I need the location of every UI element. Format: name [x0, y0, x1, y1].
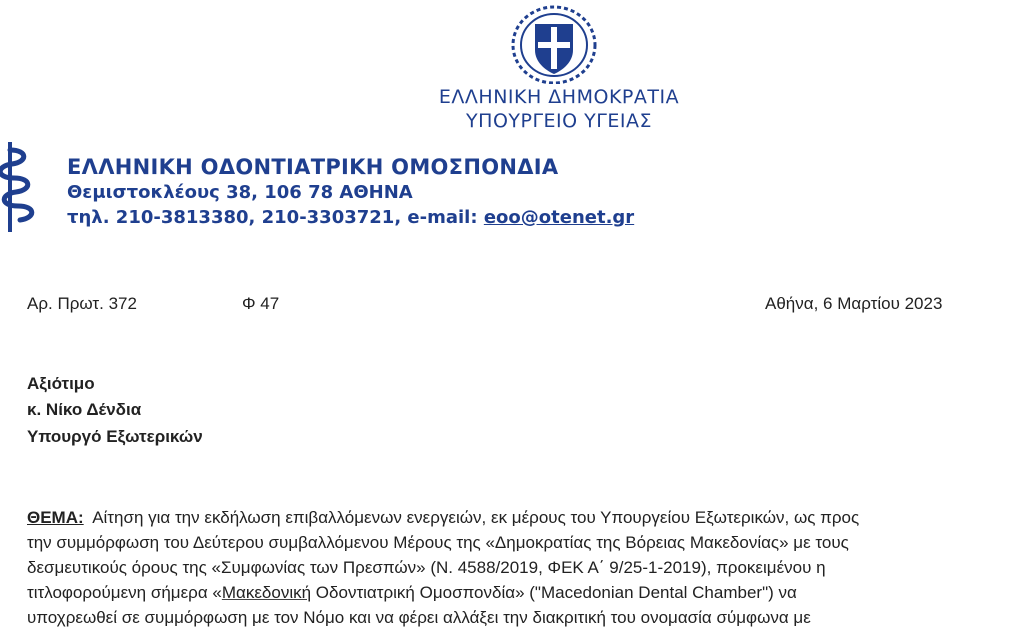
rod-of-asclepius-icon — [0, 140, 42, 234]
ministry-heading: ΥΠΟΥΡΓΕΙΟ ΥΓΕΙΑΣ — [466, 110, 652, 132]
subject-text-5: υποχρεωθεί σε συμμόρφωση με τον Νόμο και να φέρει αλλάξει την διακριτική του ονομασία σύμφωνα με — [27, 608, 811, 627]
file-code: Φ 47 — [242, 294, 280, 313]
recipient-title: Υπουργό Εξωτερικών — [27, 427, 203, 446]
subject-text-2: την συμμόρφωση του Δεύτερου συμβαλλόμενου Μέρους της «Δημοκρατίας της Βόρειας Μακεδονίας» με τους — [27, 533, 849, 552]
greek-state-seal-icon — [511, 4, 597, 84]
subject-text-4a: τιτλοφορούμενη σήμερα « — [27, 583, 222, 602]
subject-line-4 — [27, 580, 1017, 605]
organization-name: ΕΛΛΗΝΙΚΗ ΟΔΟΝΤΙΑΤΡΙΚΗ ΟΜΟΣΠΟΝΔΙΑ — [67, 155, 559, 179]
letter-date: Αθήνα, 6 Μαρτίου 2023 — [765, 294, 943, 313]
subject-paragraph — [27, 505, 1017, 630]
recipient-salutation: Αξιότιμο — [27, 374, 95, 393]
subject-label: ΘΕΜΑ: — [27, 508, 84, 527]
subject-text-3: δεσμευτικούς όρους της «Συμφωνίας των Πρεσπών» (Ν. 4588/2019, ΦΕΚ Α΄ 9/25-1-2019), προκειμένου η — [27, 558, 826, 577]
subject-text-1: Αίτηση για την εκδήλωση επιβαλλόμενων ενεργειών, εκ μέρους του Υπουργείου Εξωτερικών, ως προς — [92, 508, 860, 527]
recipient-name: κ. Νίκο Δένδια — [27, 400, 142, 419]
email-link[interactable]: eoo@otenet.gr — [483, 207, 635, 228]
subject-text-4b: Οδοντιατρική Ομοσπονδία» ("Macedonian Dental Chamber") να — [311, 583, 797, 602]
government-heading: ΕΛΛΗΝΙΚΗ ΔΗΜΟΚΡΑΤΙΑ — [438, 86, 680, 108]
organization-address: Θεμιστοκλέους 38, 106 78 ΑΘΗΝΑ — [67, 182, 413, 203]
protocol-number: Αρ. Πρωτ. 372 — [27, 294, 137, 313]
organization-contact — [67, 207, 634, 228]
subject-line — [27, 505, 1017, 530]
subject-text-4-marked: Μακεδονική — [221, 583, 312, 602]
phone-numbers: τηλ. 210-3813380, 210-3303721, e-mail: — [67, 207, 484, 228]
